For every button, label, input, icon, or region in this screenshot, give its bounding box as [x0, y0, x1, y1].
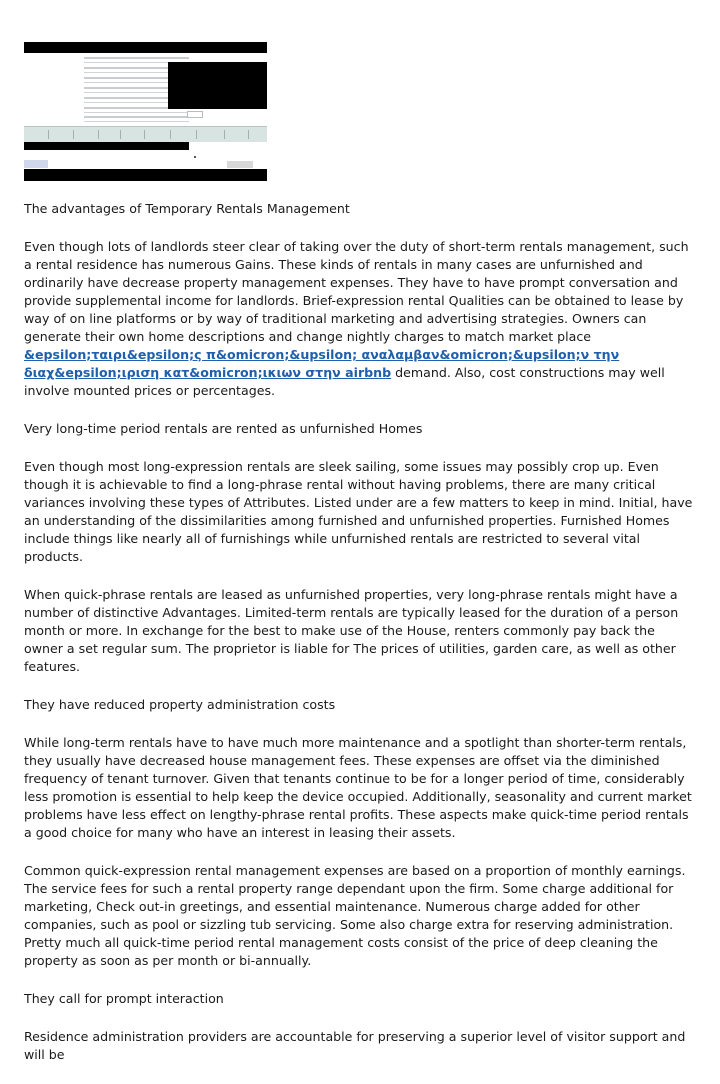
redaction-bar	[24, 42, 267, 53]
paragraph: Residence administration providers are accountable for preserving a superior level of visitor support and will be	[24, 1029, 686, 1062]
table-row-gap	[189, 142, 267, 150]
form-screenshot-image	[24, 42, 267, 181]
table-header	[24, 126, 267, 143]
inline-link[interactable]: &epsilon;ταιρι&epsilon;ς π&omicron;&upsilon; αναλαμβαν&omicron;&upsilon;ν την διαχ&epsilon;ιριση κατ&omicron;ικιων στην airbnb	[24, 347, 620, 380]
paragraph: While long-term rentals have to have much more maintenance and a spotlight than shorter-term rentals, they usually have decreased house management fees. These expenses are offset via the diminished frequency of tenant turnover. Given that tenants continue to be for a longer period of time, considerably less promotion is essential to help keep the device occupied. Additionally, seasonality and current market problems have less effect on lengthy-phrase rental profits. These aspects make quick-time period rentals a good choice for many who have an interest in leasing their assets.	[24, 735, 692, 840]
redaction-block	[168, 62, 267, 109]
footer-strip	[24, 159, 267, 169]
paragraph: Even though most long-expression rentals are sleek sailing, some issues may possibly crop up. Even though it is achievable to find a long-phrase rental without having problems, there are many critical variances involving these types of Attributes. Listed under are a few matters to keep in mind. Initial, have an understanding of the dissimilarities among furnished and unfurnished properties. Furnished Homes include things like nearly all of furnishings while unfurnished rentals are restricted to several vital products.	[24, 459, 693, 564]
form-field-line	[84, 115, 189, 122]
pager-dot	[194, 156, 196, 158]
section-heading: Very long-time period rentals are rented as unfurnished Homes	[24, 421, 423, 436]
paragraph: Even though lots of landlords steer clear of taking over the duty of short-term rentals management, such a rental residence has numerous Gains. These kinds of rentals in many cases are unfurnished and ordinarily have decrease property management expenses. They have to have prompt conversation and provide supplemental income for landlords. Brief-expression rental Qualities can be obtained to lease by way of on line platforms or by way of traditional marketing and advertising strategies. Owners can generate their own home descriptions and change nightly charges to match market place &epsilon;ταιρι&epsilon;ς π&omicron;&upsilon; αναλαμβαν&omicron;&upsilon;ν την διαχ&epsilon;ιριση κατ&omicron;ικιων στην airbnb demand. Also, cost constructions may well involve mounted prices or percentages.	[24, 239, 689, 398]
paragraph: Common quick-expression rental management expenses are based on a proportion of monthly earnings. The service fees for such a rental property range dependant upon the firm. Some charge additional for marketing, Check out-in greetings, and essential maintenance. Numerous charge added for other companies, such as pool or sizzling tub servicing. Some also charge extra for reserving administration. Pretty much all quick-time period rental management costs consist of the price of deep cleaning the property as soon as per month or bi-annually.	[24, 863, 686, 968]
section-heading: They have reduced property administration costs	[24, 697, 336, 712]
redaction-bar	[24, 169, 267, 181]
article-body	[24, 200, 696, 1084]
section-heading: They call for prompt interaction	[24, 991, 224, 1006]
mini-select	[187, 111, 203, 118]
section-heading: The advantages of Temporary Rentals Management	[24, 201, 350, 216]
paragraph: When quick-phrase rentals are leased as unfurnished properties, very long-phrase rentals might have a number of distinctive Advantages. Limited-term rentals are typically leased for the duration of a person month or more. In exchange for the best to make use of the House, renters commonly pay back the owner a set regular sum. The proprietor is liable for The prices of utilities, garden care, as well as other features.	[24, 587, 679, 674]
